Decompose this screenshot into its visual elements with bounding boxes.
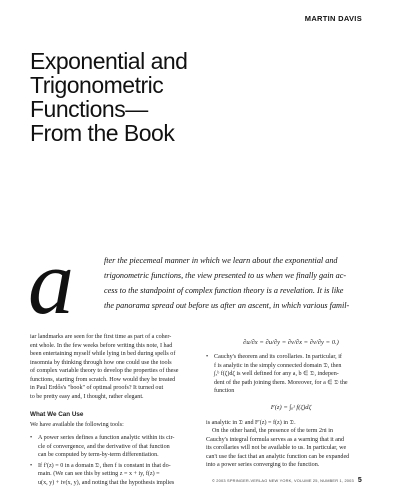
title-line: Functions— bbox=[30, 96, 148, 122]
title-line: From the Book bbox=[30, 120, 175, 146]
text-line: ∫ₐᵇ f(ζ)dζ is well defined for any a, b ∈ 𝔇, indepen- bbox=[214, 371, 339, 377]
list-item bbox=[30, 462, 200, 488]
text-line: u(x, y) + iv(x, y), and noting that the hypothesis implies bbox=[38, 479, 175, 486]
text-line: iar landmarks are seen for the first time as part of a coher- bbox=[30, 334, 172, 340]
list-item bbox=[206, 353, 376, 396]
text-line: dent of the path joining them. Moreover, for a ∈ 𝔇 the bbox=[214, 379, 348, 386]
drop-cap: a bbox=[28, 231, 74, 333]
intro-paragraph bbox=[104, 253, 374, 313]
bullet-icon: • bbox=[30, 435, 33, 441]
body-paragraph bbox=[206, 419, 376, 470]
text-line: Cauchy's theorem and its corollaries. In particular, if bbox=[214, 354, 342, 360]
text-line: ent whole. In the few weeks before writing this note, I had bbox=[30, 342, 173, 349]
bullet-icon: • bbox=[30, 462, 33, 469]
text-line: Cauchy's integral formula serves as a warning that it and bbox=[206, 436, 344, 443]
intro-line: the panorama spread out before us after an ascent, in which various famil- bbox=[104, 301, 350, 310]
author-name: MARTIN DAVIS bbox=[304, 14, 362, 23]
article-title bbox=[30, 49, 330, 145]
list-item bbox=[30, 434, 200, 460]
left-column bbox=[30, 333, 200, 487]
page-footer bbox=[212, 477, 362, 484]
text-line: cle of convergence, and the derivative of that function bbox=[38, 443, 170, 450]
text-line: insomnia by thinking through how one could use the tools bbox=[30, 359, 172, 366]
text-line: can't use the fact that an analytic function can be expanded bbox=[206, 453, 350, 460]
text-line: been entertaining myself while lying in bed during spells of bbox=[30, 351, 176, 357]
text-line: On the other hand, the presence of the term 2πi in bbox=[212, 428, 334, 434]
text-line: can be computed by term-by-term differentiation. bbox=[38, 452, 159, 458]
body-paragraph bbox=[30, 333, 200, 401]
text-line: to be pretty easy and, I thought, rather elegant. bbox=[30, 393, 144, 400]
text-line: main. (We can see this by setting z = x + iy, f(z) = bbox=[38, 471, 160, 477]
section-heading: What We Can Use bbox=[30, 411, 84, 418]
bullet-icon: • bbox=[206, 354, 209, 360]
text-line: f is analytic in the simply connected domain 𝔇, then bbox=[214, 362, 342, 369]
lead-text: We have available the following tools: bbox=[30, 421, 124, 428]
text-line: If f′(z) = 0 in a domain 𝔇, then f is constant in that do- bbox=[38, 462, 171, 469]
text-line: A power series defines a function analytic within its cir- bbox=[38, 435, 175, 441]
text-line: of complex variable theory to develop the properties of these bbox=[30, 368, 179, 374]
equation-cauchy-riemann: ∂u/∂x = ∂u/∂y = ∂v/∂x = ∂v/∂y = 0.) bbox=[243, 339, 339, 346]
text-line: into a power series converging to the function. bbox=[206, 462, 320, 468]
text-line: is analytic in 𝔇 and F′(z) = f(z) in 𝔇. bbox=[206, 419, 296, 426]
title-line: Exponential and bbox=[30, 48, 188, 74]
text-line: function bbox=[214, 388, 235, 394]
intro-line: cess to the standpoint of complex function theory is a revelation. It is like bbox=[104, 286, 344, 295]
title-line: Trigonometric bbox=[30, 72, 164, 98]
intro-line: fter the piecemeal manner in which we learn about the exponential and bbox=[104, 256, 338, 265]
text-line: its corollaries will not be available to us. In particular, we bbox=[206, 445, 347, 451]
copyright-text: © 2003 SPRINGER-VERLAG NEW YORK, VOLUME 25, NUMBER 1, 2003 bbox=[211, 478, 354, 483]
text-line: functions, starting from scratch. How would they be treated bbox=[30, 376, 176, 383]
intro-line: trigonometric functions, the view presented to us when we finally gain ac- bbox=[104, 271, 347, 280]
equation-integral: F(z) = ∫ₐᶻ f(ζ)dζ bbox=[270, 403, 312, 411]
right-column bbox=[206, 333, 376, 470]
page-number: 5 bbox=[357, 477, 362, 484]
text-line: in Paul Erdős's "book" of optimal proofs? It turned out bbox=[30, 385, 164, 391]
